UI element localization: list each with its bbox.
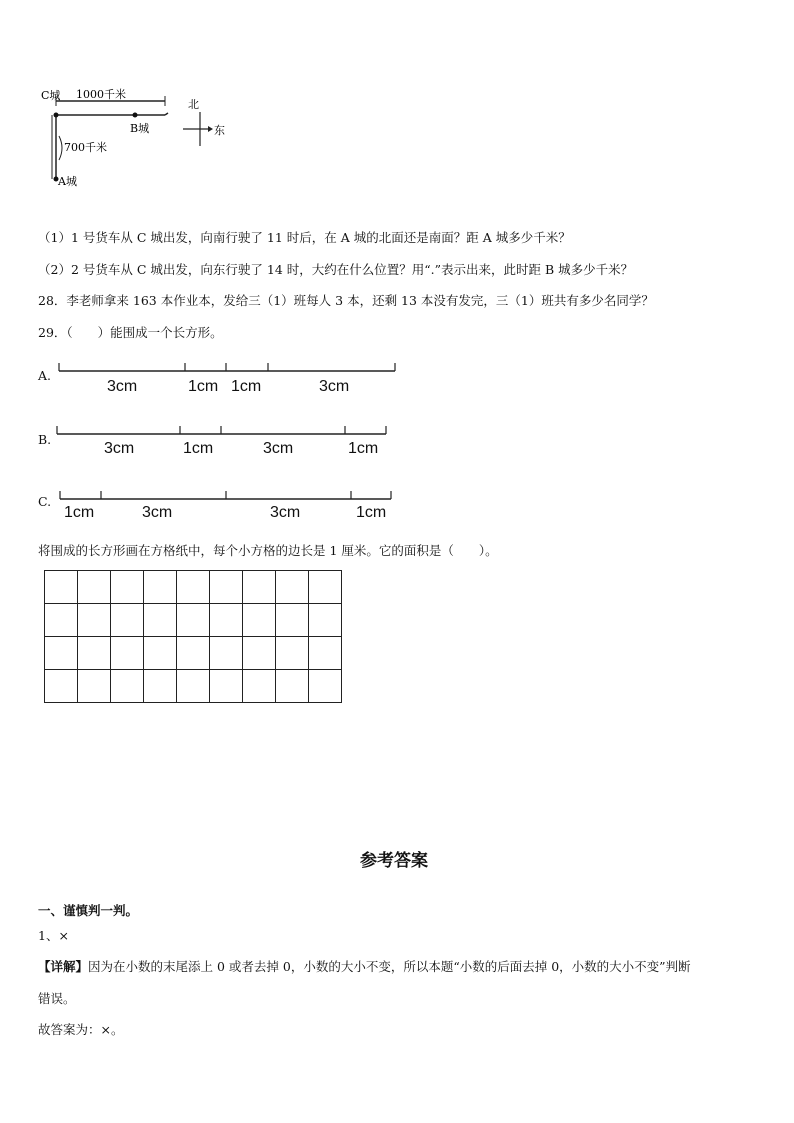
option-b-label: B. [38, 432, 52, 447]
option-a-label: A. [38, 368, 52, 383]
city-a-label: A城 [58, 175, 77, 188]
city-c-label: C城 [41, 89, 61, 102]
option-a-segment-4: 3cm [319, 378, 350, 395]
answer-item-1: 1、× [38, 928, 69, 943]
dist-cb-label: 1000千米 [76, 88, 126, 101]
detail-text: 因为在小数的末尾添上 0 或者去掉 0，小数的大小不变，所以本题“小数的后面去掉 0，小数的大小不变”判断 [88, 959, 691, 974]
question-29: 29．（ ）能围成一个长方形。 [38, 325, 223, 340]
direction-map [38, 86, 268, 196]
question-29-followup: 将围成的长方形画在方格纸中，每个小方格的边长是 1 厘米。它的面积是（ ）。 [38, 543, 498, 558]
north-label: 北 [188, 98, 199, 111]
answer-conclusion: 故答案为：×。 [38, 1022, 124, 1037]
question-27-part-1: （1）1 号货车从 C 城出发，向南行驶了 11 时后，在 A 城的北面还是南面？距 A 城多少千米？ [38, 230, 571, 245]
option-c-segment-3: 3cm [270, 504, 301, 521]
option-c-segment-2: 3cm [142, 504, 173, 521]
city-c-dot [54, 113, 59, 118]
option-a-segment-2: 1cm [188, 378, 219, 395]
option-b-segment-1: 3cm [104, 440, 135, 457]
grid-paper [44, 570, 344, 706]
answers-title: 参考答案 [360, 851, 428, 871]
option-b-segment-4: 1cm [348, 440, 379, 457]
detail-tag: 【详解】 [38, 959, 89, 974]
option-c-segments [59, 490, 399, 502]
option-b-segment-2: 1cm [183, 440, 214, 457]
option-a-segments [58, 362, 398, 374]
question-27-part-2: （2）2 号货车从 C 城出发，向东行驶了 14 时，大约在什么位置？用“.”表示出来，此时距 B 城多少千米？ [38, 262, 634, 277]
option-c-segment-4: 1cm [356, 504, 387, 521]
dist-ca-label: 700千米 [64, 141, 107, 154]
option-b-segment-3: 3cm [263, 440, 294, 457]
question-28: 28．李老师拿来 163 本作业本，发给三（1）班每人 3 本，还剩 13 本没有发完，三（1）班共有多少名同学？ [38, 293, 654, 308]
option-b-segments [56, 425, 396, 437]
option-c-segment-1: 1cm [64, 504, 95, 521]
answers-section-1: 一、谨慎判一判。 [38, 903, 139, 918]
option-c-label: C. [38, 494, 52, 509]
east-label: 东 [214, 124, 225, 137]
answer-detail-line-2: 错误。 [38, 991, 76, 1006]
city-b-dot [133, 113, 138, 118]
option-a-segment-1: 3cm [107, 378, 138, 395]
option-a-segment-3: 1cm [231, 378, 262, 395]
answer-detail-line-1 [38, 957, 691, 975]
city-b-label: B城 [130, 122, 150, 135]
